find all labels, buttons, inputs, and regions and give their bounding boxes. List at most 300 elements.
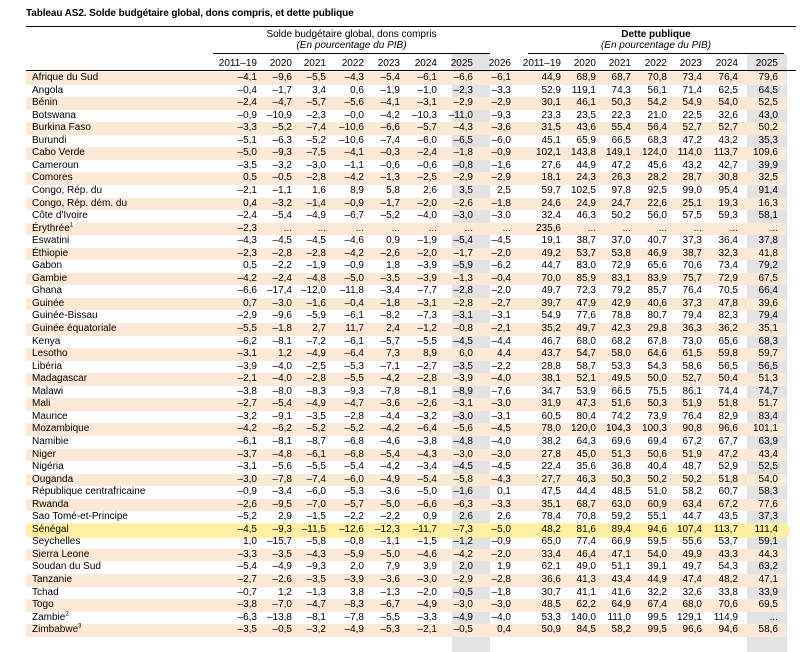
balance-cell: –4,8	[453, 435, 473, 447]
debt-cell: 22,3	[611, 109, 631, 121]
balance-cell: –3,0	[491, 210, 511, 222]
debt-cell: 66,4	[758, 285, 778, 297]
country-label: Nigéria	[32, 461, 64, 473]
balance-cell: –1,4	[306, 197, 326, 209]
balance-cell: –3,0	[453, 410, 473, 422]
debt-cell: ...	[587, 222, 596, 234]
balance-cell: –8,3	[306, 385, 326, 397]
balance-cell: –4,4	[380, 410, 400, 422]
balance-cell: –3,1	[453, 398, 473, 410]
balance-cell: –4,4	[491, 335, 511, 347]
debt-cell: 51,3	[611, 448, 631, 460]
balance-cell: –2,2	[380, 511, 400, 523]
debt-cell: 42,7	[718, 159, 738, 171]
balance-cell: –4,2	[380, 461, 400, 473]
table-row	[0, 85, 800, 98]
debt-cell: 52,9	[718, 461, 738, 473]
debt-cell: 21,0	[647, 109, 667, 121]
debt-cell: 30,8	[718, 172, 738, 184]
balance-cell: 4,4	[497, 348, 511, 360]
balance-cell: –11,0	[448, 109, 473, 121]
balance-cell: –0,5	[272, 624, 292, 636]
balance-cell: –6,1	[491, 72, 511, 83]
debt-cell: 76,4	[682, 285, 702, 297]
country-label: Niger	[32, 448, 56, 460]
balance-cell: 0,7	[243, 297, 257, 309]
balance-cell: –3,1	[491, 310, 511, 322]
debt-cell: 140,0	[570, 611, 596, 623]
balance-cell: –6,7	[344, 210, 364, 222]
balance-cell: –3,1	[237, 461, 257, 473]
debt-cell: 50,9	[541, 624, 561, 636]
country-label: Libéria	[32, 360, 63, 372]
debt-cell: 33,9	[758, 586, 778, 598]
debt-cell: 50,3	[611, 97, 631, 109]
balance-cell: 2,4	[386, 323, 400, 334]
country-label: Zimbabwe	[32, 624, 79, 636]
debt-cell: 68,3	[647, 134, 667, 146]
balance-cell: –2,0	[417, 586, 437, 598]
balance-cell: –4,3	[453, 122, 473, 134]
table-row	[0, 147, 800, 160]
balance-cell: –4,5	[453, 335, 473, 347]
debt-cell: 73,4	[682, 72, 702, 83]
country-label: Congo, Rép. dém. du	[32, 197, 128, 209]
balance-cell: –1,1	[272, 184, 292, 196]
debt-cell: 79,4	[682, 310, 702, 322]
balance-cell: –2,6	[237, 498, 257, 510]
balance-cell: –12,3	[374, 523, 400, 535]
debt-group-unit: (En pourcentage du PIB)	[600, 40, 712, 51]
debt-cell: 52,7	[682, 373, 702, 385]
debt-cell: 70,6	[682, 260, 702, 272]
country-label: Malawi	[32, 385, 64, 397]
debt-cell: 45,6	[647, 159, 667, 171]
debt-cell: 44,9	[541, 72, 561, 83]
debt-cell: 57,5	[682, 210, 702, 222]
balance-cell: ...	[464, 222, 473, 234]
country-name	[32, 561, 101, 574]
debt-cell: 59,2	[611, 511, 631, 523]
debt-col-header: 2011–19	[522, 58, 561, 69]
debt-cell: 50,2	[682, 473, 702, 485]
balance-cell: –2,6	[417, 398, 437, 410]
debt-cell: 49,7	[541, 285, 561, 297]
balance-cell: –4,2	[453, 548, 473, 560]
debt-cell: 40,7	[647, 235, 667, 247]
debt-cell: 65,9	[576, 134, 596, 146]
balance-cell: –5,2	[380, 210, 400, 222]
debt-cell: 102,1	[535, 147, 561, 159]
balance-cell: –4,0	[491, 373, 511, 385]
balance-cell: 2,6	[423, 184, 437, 196]
debt-cell: 66,5	[611, 385, 631, 397]
country-name	[32, 436, 69, 449]
country-label: Lesotho	[32, 348, 68, 360]
debt-cell: 63,2	[758, 561, 778, 573]
table-title: Tableau AS2. Solde budgétaire global, dons compris, et dette publique	[26, 8, 354, 19]
debt-cell: 67,2	[682, 435, 702, 447]
debt-cell: 58,3	[758, 486, 778, 498]
balance-cell: –3,4	[272, 486, 292, 498]
country-label: Burundi	[32, 134, 67, 146]
balance-cell: –5,3	[344, 360, 364, 372]
balance-cell: –5,4	[272, 398, 292, 410]
debt-cell: 66,5	[611, 134, 631, 146]
debt-cell: 41,1	[576, 586, 596, 598]
debt-cell: 96,6	[718, 423, 738, 435]
balance-cell: –5,5	[344, 373, 364, 385]
balance-cell: –3,1	[417, 297, 437, 309]
debt-cell: 37,0	[611, 235, 631, 247]
debt-cell: 92,5	[647, 184, 667, 196]
balance-cell: –2,8	[453, 285, 473, 297]
debt-cell: 46,3	[576, 473, 596, 485]
balance-cell: –6,1	[306, 448, 326, 460]
balance-cell: –3,5	[306, 574, 326, 585]
balance-cell: –4,8	[272, 448, 292, 460]
balance-cell: –3,5	[453, 360, 473, 372]
balance-cell: –5,3	[380, 624, 400, 636]
country-label: Eswatini	[32, 235, 70, 247]
balance-cell: –3,5	[306, 410, 326, 422]
debt-cell: 35,2	[541, 323, 561, 334]
balance-cell: –3,5	[237, 624, 257, 636]
country-label: Comores	[32, 172, 73, 184]
country-label: Seychelles	[32, 536, 81, 548]
balance-cell: –6,7	[380, 599, 400, 611]
balance-cell: ...	[428, 222, 437, 234]
debt-cell: 64,3	[576, 435, 596, 447]
country-name	[32, 310, 98, 323]
balance-cell: –3,0	[453, 210, 473, 222]
debt-cell: 63,9	[758, 435, 778, 447]
debt-cell: 26,3	[611, 172, 631, 184]
balance-cell: –3,3	[237, 548, 257, 560]
balance-cell: –17,4	[266, 285, 292, 297]
balance-cell: –3,8	[237, 385, 257, 397]
balance-cell: –1,8	[380, 297, 400, 309]
table-row	[0, 461, 800, 474]
balance-cell: –1,1	[344, 159, 364, 171]
balance-cell: –5,5	[417, 335, 437, 347]
debt-cell: 83,1	[611, 272, 631, 284]
balance-cell: 8,9	[350, 184, 364, 196]
country-label: Cameroun	[32, 159, 79, 171]
balance-cell: –5,6	[453, 423, 473, 435]
balance-cell: –15,7	[266, 536, 292, 548]
table-row	[0, 612, 800, 625]
balance-cell: –5,6	[272, 461, 292, 473]
balance-cell: –1,7	[272, 84, 292, 96]
debt-cell: 85,9	[576, 272, 596, 284]
debt-cell: 52,1	[576, 373, 596, 385]
balance-cell: 0,1	[497, 486, 511, 498]
balance-cell: –5,7	[380, 335, 400, 347]
balance-cell: –6,2	[237, 335, 257, 347]
balance-cell: –4,1	[380, 97, 400, 109]
debt-cell: 99,5	[647, 624, 667, 636]
balance-cell: 1,2	[278, 348, 292, 360]
balance-cell: –2,4	[272, 272, 292, 284]
balance-cell: –5,0	[380, 548, 400, 560]
balance-cell: –1,3	[380, 586, 400, 598]
debt-cell: 43,2	[718, 134, 738, 146]
balance-col-header: 2011–19	[218, 58, 257, 69]
debt-cell: 44,3	[758, 548, 778, 560]
balance-cell: –4,9	[453, 611, 473, 623]
balance-cell: –2,7	[237, 574, 257, 585]
debt-cell: 59,8	[718, 348, 738, 360]
debt-cell: 54,0	[758, 473, 778, 485]
debt-cell: 85,7	[647, 285, 667, 297]
balance-cell: –2,0	[417, 197, 437, 209]
balance-cell: –3,3	[417, 611, 437, 623]
balance-cell: –3,6	[380, 486, 400, 498]
table-row	[0, 436, 800, 449]
debt-cell: 68,0	[576, 335, 596, 347]
balance-cell: –1,3	[453, 272, 473, 284]
balance-cell: –6,1	[417, 72, 437, 83]
balance-col-header: 2024	[414, 58, 437, 69]
debt-cell: 102,5	[570, 184, 596, 196]
debt-cell: 67,5	[758, 272, 778, 284]
balance-cell: –6,3	[453, 498, 473, 510]
balance-cell: ...	[283, 222, 292, 234]
debt-cell: 30,1	[541, 97, 561, 109]
debt-cell: 47,1	[611, 548, 631, 560]
balance-cell: 2,6	[497, 511, 511, 523]
debt-cell: 113,7	[713, 523, 738, 535]
balance-cell: –4,2	[237, 423, 257, 435]
balance-cell: –5,0	[380, 498, 400, 510]
country-name	[32, 411, 68, 424]
balance-cell: 1,9	[497, 561, 511, 573]
balance-cell: –5,0	[344, 272, 364, 284]
balance-cell: 3,9	[423, 561, 437, 573]
country-name	[32, 172, 73, 185]
debt-cell: 44,7	[682, 511, 702, 523]
debt-cell: 68,3	[758, 335, 778, 347]
balance-cell: –7,3	[453, 523, 473, 535]
debt-cell: 49,0	[576, 561, 596, 573]
debt-cell: 100,3	[641, 423, 667, 435]
debt-cell: 47,2	[611, 159, 631, 171]
debt-cell: 54,3	[647, 360, 667, 372]
country-label: Gabon	[32, 260, 63, 272]
balance-cell: –4,3	[306, 548, 326, 560]
balance-cell: –5,8	[453, 473, 473, 485]
balance-cell: –5,1	[237, 134, 257, 146]
debt-cell: 68,0	[682, 599, 702, 611]
balance-cell: –2,2	[491, 360, 511, 372]
balance-cell: –2,4	[417, 147, 437, 159]
country-name	[32, 248, 68, 261]
debt-cell: 51,3	[758, 373, 778, 385]
debt-cell: 50,2	[647, 473, 667, 485]
debt-cell: 51,1	[611, 561, 631, 573]
balance-cell: 3,4	[312, 84, 326, 96]
table-row	[0, 260, 800, 273]
debt-cell: 39,7	[541, 297, 561, 309]
debt-cell: 33,8	[718, 586, 738, 598]
balance-cell: –5,5	[237, 323, 257, 334]
balance-cell: –4,0	[272, 373, 292, 385]
table-row	[0, 210, 800, 223]
balance-cell: –8,2	[380, 310, 400, 322]
debt-cell: 48,5	[541, 599, 561, 611]
balance-cell: –12,0	[300, 285, 326, 297]
country-name	[32, 524, 69, 537]
table-row	[0, 135, 800, 148]
debt-cell: 47,3	[576, 398, 596, 410]
balance-cell: 3,5	[459, 184, 473, 196]
debt-cell: 54,0	[718, 97, 738, 109]
debt-cell: 58,6	[758, 624, 778, 636]
debt-cell: 32,2	[647, 586, 667, 598]
balance-cell: –3,1	[453, 310, 473, 322]
balance-cell: –11,8	[339, 285, 364, 297]
balance-cell: –1,7	[453, 247, 473, 259]
balance-cell: –12,6	[338, 523, 364, 535]
debt-cell: 43,7	[541, 348, 561, 360]
debt-cell: 27,8	[541, 448, 561, 460]
country-name	[32, 185, 102, 198]
debt-cell: 50,0	[647, 373, 667, 385]
debt-cell: 47,2	[718, 448, 738, 460]
balance-cell: –7,5	[306, 147, 326, 159]
debt-cell: 58,2	[682, 486, 702, 498]
balance-cell: –7,4	[306, 473, 326, 485]
balance-cell: 3,8	[350, 586, 364, 598]
balance-col-header: 2021	[303, 58, 326, 69]
balance-cell: –5,4	[272, 210, 292, 222]
debt-cell: 76,4	[682, 410, 702, 422]
balance-cell: –9,3	[272, 523, 292, 535]
balance-cell: –6,1	[237, 435, 257, 447]
balance-cell: –3,7	[237, 448, 257, 460]
balance-cell: –2,8	[453, 297, 473, 309]
balance-cell: –2,8	[306, 247, 326, 259]
balance-cell: –2,1	[237, 373, 257, 385]
balance-cell: –3,0	[306, 159, 326, 171]
debt-cell: 52,7	[718, 122, 738, 134]
country-label: Mozambique	[32, 423, 90, 435]
balance-cell: –7,8	[272, 473, 292, 485]
debt-cell: 36,8	[611, 461, 631, 473]
debt-cell: 45,0	[576, 448, 596, 460]
debt-cell: 37,3	[758, 511, 778, 523]
country-name	[32, 235, 69, 248]
balance-cell: –3,0	[417, 574, 437, 585]
balance-cell: ...	[355, 222, 364, 234]
debt-cell: 35,3	[758, 134, 778, 146]
country-label: Guinée-Bissau	[32, 310, 98, 322]
balance-cell: –5,0	[417, 486, 437, 498]
debt-cell: 47,9	[576, 297, 596, 309]
balance-col-header: 2023	[377, 58, 400, 69]
debt-cell: 82,3	[718, 310, 738, 322]
balance-cell: –5,4	[380, 448, 400, 460]
balance-cell: –3,3	[237, 122, 257, 134]
debt-cell: 58,2	[611, 624, 631, 636]
debt-cell: 36,4	[718, 235, 738, 247]
balance-cell: –5,5	[306, 461, 326, 473]
balance-cell: –2,7	[237, 398, 257, 410]
debt-cell: 38,7	[682, 247, 702, 259]
balance-cell: –5,2	[272, 122, 292, 134]
balance-group-label: Solde budgétaire global, dons compris	[266, 29, 437, 40]
country-label: Angola	[32, 84, 64, 96]
balance-cell: –5,4	[237, 561, 257, 573]
balance-cell: –3,0	[237, 473, 257, 485]
balance-cell: –1,9	[380, 84, 400, 96]
table-row	[0, 361, 800, 374]
debt-cell: 68,2	[611, 335, 631, 347]
table-row	[0, 110, 800, 123]
balance-cell: –2,6	[272, 574, 292, 585]
debt-cell: 35,1	[541, 498, 561, 510]
debt-cell: 54,9	[541, 310, 561, 322]
balance-cell: –4,1	[237, 72, 257, 83]
balance-cell: –5,4	[453, 235, 473, 247]
balance-cell: –2,0	[491, 247, 511, 259]
balance-cell: –4,9	[380, 473, 400, 485]
debt-cell: 64,9	[611, 599, 631, 611]
debt-cell: 53,9	[576, 385, 596, 397]
balance-cell: –6,5	[453, 134, 473, 146]
country-name	[32, 574, 72, 587]
country-name	[32, 298, 64, 311]
debt-cell: 29,8	[647, 323, 667, 334]
debt-cell: 44,9	[576, 159, 596, 171]
balance-cell: –3,9	[344, 574, 364, 585]
debt-cell: 90,8	[682, 423, 702, 435]
balance-cell: –7,7	[417, 285, 437, 297]
debt-cell: 28,2	[647, 172, 667, 184]
table-row	[0, 624, 800, 637]
debt-cell: 48,5	[611, 486, 631, 498]
balance-cell: –5,0	[491, 523, 511, 535]
debt-cell: 64,5	[758, 84, 778, 96]
country-name	[32, 536, 80, 549]
balance-cell: –1,3	[380, 172, 400, 184]
balance-cell: –3,6	[380, 398, 400, 410]
debt-col-header: 2024	[715, 58, 738, 69]
balance-cell: –6,6	[417, 498, 437, 510]
debt-cell: 79,6	[758, 72, 778, 83]
country-label: Rwanda	[32, 498, 69, 510]
debt-cell: 43,4	[611, 574, 631, 585]
balance-cell: –3,6	[380, 574, 400, 585]
balance-cell: –4,0	[491, 435, 511, 447]
debt-cell: 25,1	[682, 197, 702, 209]
debt-cell: 33,4	[541, 548, 561, 560]
balance-cell: ...	[391, 222, 400, 234]
balance-cell: –9,3	[344, 385, 364, 397]
balance-cell: –4,6	[380, 435, 400, 447]
debt-cell: 94,6	[647, 523, 667, 535]
debt-cell: 82,9	[718, 410, 738, 422]
debt-cell: 51,7	[758, 398, 778, 410]
balance-cell: –0,5	[272, 172, 292, 184]
debt-cell: ...	[622, 222, 631, 234]
balance-cell: –4,7	[344, 398, 364, 410]
debt-cell: 67,8	[647, 335, 667, 347]
debt-cell: 16,3	[758, 197, 778, 209]
balance-cell: –8,1	[306, 611, 326, 623]
balance-cell: –4,2	[344, 172, 364, 184]
